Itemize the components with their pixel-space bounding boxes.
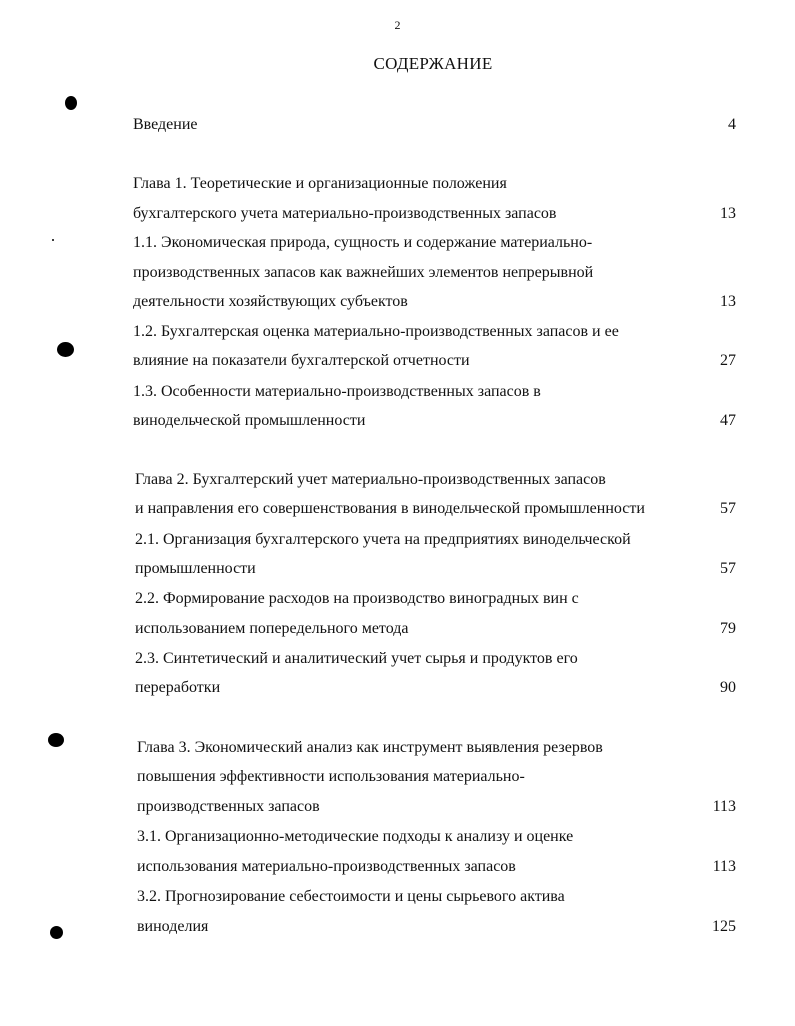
toc-text: деятельности хозяйствующих субъектов xyxy=(133,293,408,310)
toc-text: производственных запасов как важнейших элементов непрерывной xyxy=(133,264,594,281)
toc-page: 57 xyxy=(720,560,736,577)
toc-text: повышения эффективности использования материально- xyxy=(137,768,525,785)
toc-text: 2.3. Синтетический и аналитический учет сырья и продуктов его xyxy=(135,650,578,667)
toc-page: 113 xyxy=(712,798,736,815)
toc-text: Глава 1. Теоретические и организационные положения xyxy=(133,175,507,192)
toc-text: промышленности xyxy=(135,560,256,577)
toc-text: 1.2. Бухгалтерская оценка материально-производственных запасов и ее xyxy=(133,323,619,340)
toc-text: использования материально-производственных запасов xyxy=(137,858,516,875)
page-title: СОДЕРЖАНИЕ xyxy=(373,54,493,73)
toc-text: бухгалтерского учета материально-производственных запасов xyxy=(133,205,557,222)
toc-text: 2.2. Формирование расходов на производство виноградных вин с xyxy=(135,590,579,607)
ink-blot xyxy=(52,239,54,241)
ink-blot xyxy=(50,926,63,939)
ink-blot xyxy=(48,733,64,747)
toc-text: и направления его совершенствования в винодельческой промышленности xyxy=(135,500,645,517)
toc-text: Глава 3. Экономический анализ как инструмент выявления резервов xyxy=(137,739,603,756)
toc-text: 3.2. Прогнозирование себестоимости и цены сырьевого актива xyxy=(137,888,565,905)
toc-page: 125 xyxy=(712,918,736,935)
toc-page: 13 xyxy=(720,205,736,222)
toc-text: 1.1. Экономическая природа, сущность и содержание материально- xyxy=(133,234,593,251)
ink-blot xyxy=(57,342,74,357)
toc-page: 4 xyxy=(728,116,736,133)
toc-page: 90 xyxy=(720,679,736,696)
toc-text: 2.1. Организация бухгалтерского учета на предприятиях винодельческой xyxy=(135,531,631,548)
toc-text: Глава 2. Бухгалтерский учет материально-производственных запасов xyxy=(135,471,606,488)
toc-page: 47 xyxy=(720,412,736,429)
toc-text: влияние на показатели бухгалтерской отчетности xyxy=(133,352,470,369)
toc-text: 3.1. Организационно-методические подходы к анализу и оценке xyxy=(137,828,574,845)
toc-text: виноделия xyxy=(137,918,209,935)
page-number: 2 xyxy=(394,18,401,32)
toc-page: 57 xyxy=(720,500,736,517)
toc-page: 113 xyxy=(712,858,736,875)
toc-text: 1.3. Особенности материально-производственных запасов в xyxy=(133,383,541,400)
toc-text: Введение xyxy=(133,116,198,133)
toc-text: производственных запасов xyxy=(137,798,320,815)
toc-text: переработки xyxy=(135,679,221,696)
toc-page: 13 xyxy=(720,293,736,310)
ink-blot xyxy=(65,96,77,110)
toc-text: винодельческой промышленности xyxy=(133,412,366,429)
toc-page: 79 xyxy=(720,620,736,637)
toc-page: 27 xyxy=(720,352,736,369)
toc-text: использованием попередельного метода xyxy=(135,620,409,637)
